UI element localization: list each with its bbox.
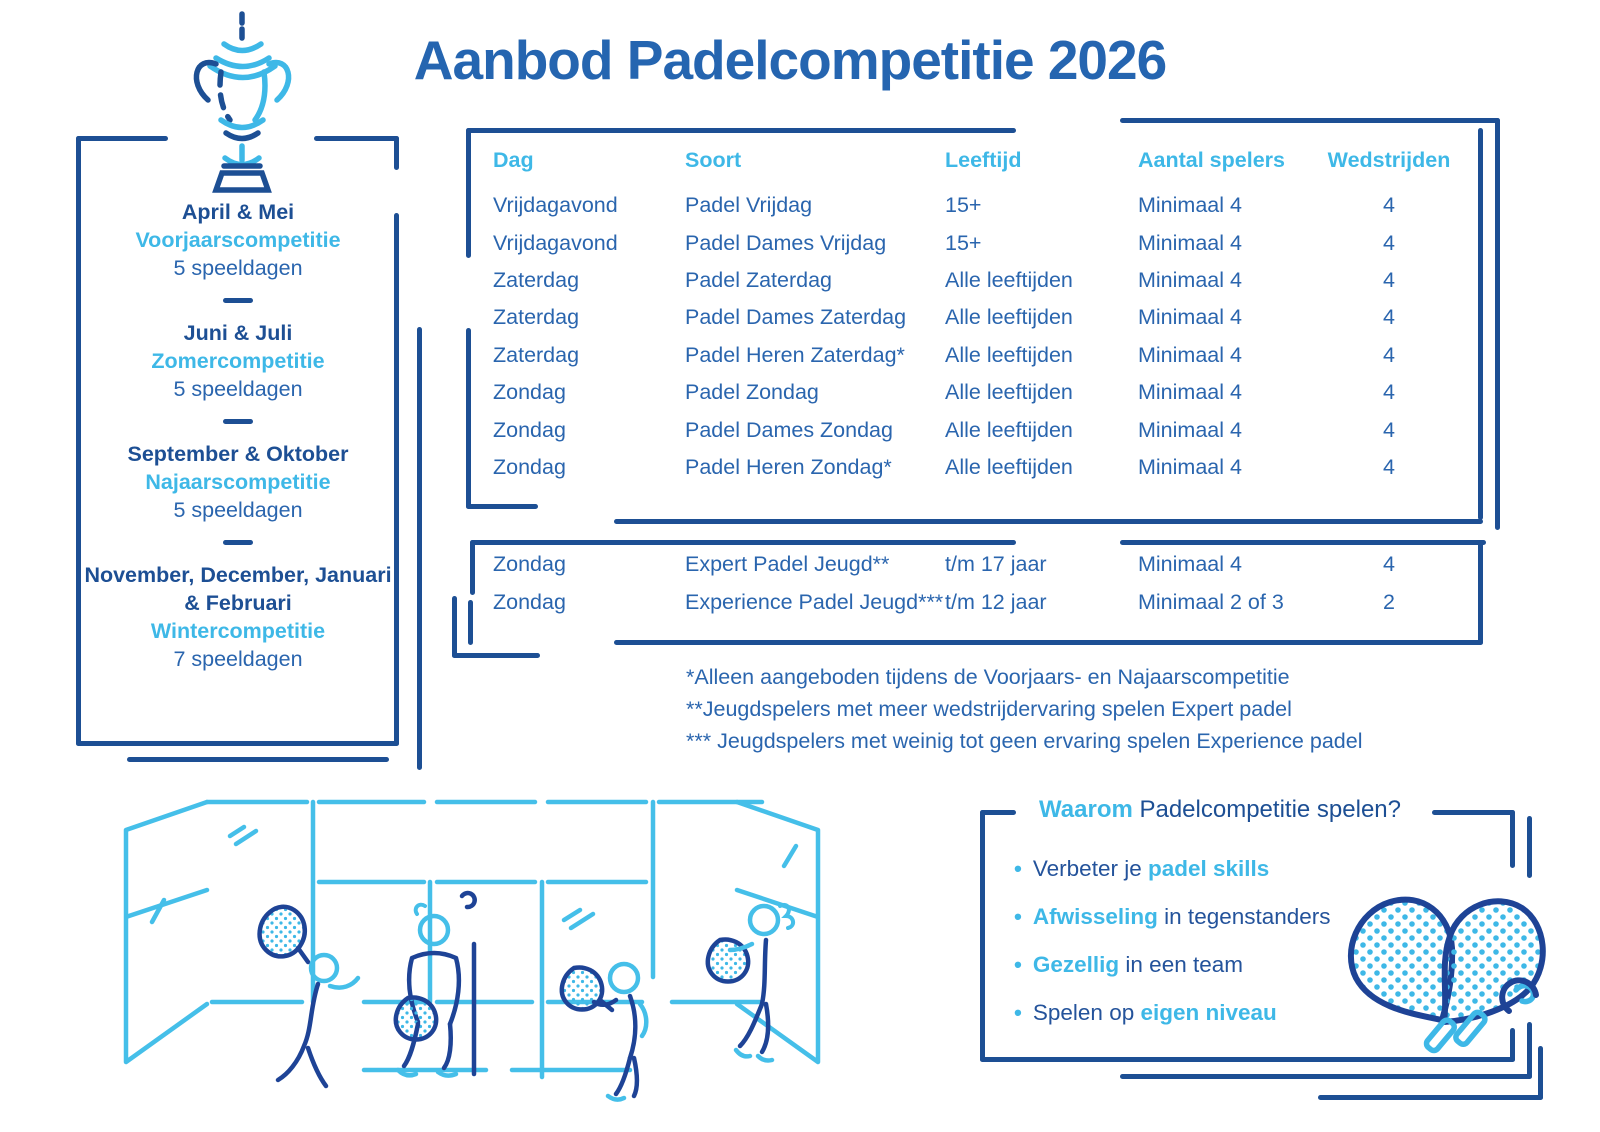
- period-name: Najaarscompetitie: [145, 470, 331, 494]
- schedule-cell: Zondag: [493, 417, 566, 442]
- schedule-cell: Alle leeftijden: [945, 380, 1073, 405]
- schedule-cell: Zondag: [493, 589, 566, 614]
- frame-segment: [314, 136, 399, 141]
- bullet-dot-icon: •: [1014, 952, 1022, 977]
- bullet-dot-icon: •: [1014, 1000, 1022, 1025]
- frame-segment: [417, 327, 422, 770]
- period-voorjaar: [80, 198, 396, 282]
- page-title: Aanbod Padelcompetitie 2026: [413, 29, 1167, 91]
- frame-segment: [980, 810, 1016, 815]
- schedule-cell: t/m 12 jaar: [945, 589, 1047, 614]
- schedule-cell: Padel Dames Vrijdag: [685, 230, 887, 255]
- why-box-title: [1020, 793, 1420, 827]
- footnote: *** Jeugdspelers met weinig tot geen ervaring spelen Experience padel: [686, 729, 1363, 753]
- schedule-cell: Minimaal 4: [1138, 454, 1242, 479]
- separator-dash: [223, 298, 253, 303]
- period-months: April & Mei: [181, 200, 295, 224]
- frame-segment: [1478, 540, 1483, 645]
- schedule-cell: Padel Dames Zondag: [685, 417, 893, 442]
- schedule-cell: Minimaal 4: [1138, 380, 1242, 405]
- frame-segment: [1318, 1095, 1543, 1100]
- schedule-cell: Padel Zaterdag: [685, 267, 833, 292]
- schedule-cell: Padel Dames Zaterdag: [685, 305, 907, 330]
- frame-segment: [452, 653, 540, 658]
- schedule-cell: Padel Heren Zaterdag*: [685, 342, 905, 367]
- period-name: Wintercompetitie: [150, 619, 326, 643]
- period-winter: [80, 561, 396, 673]
- schedule-cell: Expert Padel Jeugd**: [685, 551, 890, 576]
- schedule-cell: Zondag: [493, 551, 566, 576]
- why-bullet-list: [1014, 855, 1331, 1047]
- schedule-header-row: [493, 146, 1455, 174]
- schedule-cell: Alle leeftijden: [945, 305, 1073, 330]
- schedule-cell: Minimaal 4: [1138, 551, 1242, 576]
- period-days: 7 speeldagen: [173, 647, 303, 671]
- column-header: Soort: [685, 147, 742, 172]
- competition-periods: [80, 198, 396, 679]
- bullet-text: Verbeter je padel skills: [1032, 856, 1270, 881]
- bullet-text: Gezellig in een team: [1032, 952, 1243, 977]
- schedule-cell: 4: [1383, 417, 1395, 442]
- youth-schedule-table: [493, 545, 1455, 621]
- schedule-cell: Minimaal 4: [1138, 193, 1242, 218]
- separator-dash: [223, 540, 253, 545]
- schedule-cell: Alle leeftijden: [945, 267, 1073, 292]
- bullet-dot-icon: •: [1014, 856, 1022, 881]
- frame-segment: [466, 128, 1016, 133]
- why-bullet: [1014, 903, 1331, 931]
- frame-segment: [1120, 1074, 1532, 1079]
- schedule-cell: 4: [1383, 380, 1395, 405]
- frame-segment: [468, 600, 473, 645]
- frame-segment: [466, 504, 538, 509]
- schedule-table: [493, 187, 1455, 486]
- schedule-cell: Alle leeftijden: [945, 342, 1073, 367]
- frame-segment: [614, 519, 1483, 524]
- schedule-cell: Padel Vrijdag: [685, 193, 813, 218]
- schedule-cell: 2: [1383, 589, 1395, 614]
- schedule-cell: Minimaal 4: [1138, 305, 1242, 330]
- trophy-icon: [180, 8, 305, 198]
- column-header: Dag: [493, 147, 534, 172]
- column-header: Leeftijd: [945, 147, 1022, 172]
- footnotes: [686, 661, 1362, 757]
- period-months: November, December, Januari & Februari: [84, 563, 392, 615]
- frame-segment: [1510, 810, 1515, 868]
- column-header: Wedstrijden: [1327, 147, 1451, 172]
- frame-segment: [466, 128, 471, 258]
- schedule-cell: 4: [1383, 551, 1395, 576]
- frame-segment: [127, 757, 389, 762]
- separator-dash: [223, 419, 253, 424]
- schedule-cell: Minimaal 4: [1138, 267, 1242, 292]
- frame-segment: [1478, 128, 1483, 520]
- frame-segment: [1495, 118, 1500, 530]
- schedule-cell: Zaterdag: [493, 342, 580, 367]
- schedule-cell: 4: [1383, 193, 1395, 218]
- bullet-dot-icon: •: [1014, 904, 1022, 929]
- schedule-cell: Zondag: [493, 454, 566, 479]
- frame-segment: [614, 640, 1483, 645]
- period-najaar: [80, 440, 396, 524]
- schedule-cell: 4: [1383, 342, 1395, 367]
- schedule-cell: 15+: [945, 230, 982, 255]
- frame-segment: [1527, 816, 1532, 878]
- schedule-cell: Minimaal 4: [1138, 230, 1242, 255]
- schedule-cell: t/m 17 jaar: [945, 551, 1047, 576]
- frame-segment: [1432, 810, 1515, 815]
- schedule-cell: Zaterdag: [493, 305, 580, 330]
- bullet-text: Spelen op eigen niveau: [1032, 1000, 1277, 1025]
- period-days: 5 speeldagen: [173, 498, 303, 522]
- footnote: **Jeugdspelers met meer wedstrijdervaring spelen Expert padel: [686, 697, 1292, 721]
- schedule-cell: Minimaal 4: [1138, 342, 1242, 367]
- schedule-cell: 4: [1383, 454, 1395, 479]
- schedule-cell: Alle leeftijden: [945, 454, 1073, 479]
- schedule-cell: Experience Padel Jeugd***: [685, 589, 944, 614]
- bullet-text: Afwisseling in tegenstanders: [1032, 904, 1331, 929]
- padel-court-illustration: [112, 772, 836, 1104]
- schedule-cell: 4: [1383, 267, 1395, 292]
- frame-segment: [466, 328, 471, 509]
- frame-segment: [76, 741, 399, 746]
- schedule-cell: Vrijdagavond: [493, 230, 618, 255]
- footnote: *Alleen aangeboden tijdens de Voorjaars- en Najaarscompetitie: [686, 665, 1290, 689]
- frame-segment: [470, 540, 475, 595]
- why-bullet: [1014, 951, 1331, 979]
- schedule-cell: 4: [1383, 230, 1395, 255]
- frame-segment: [452, 596, 457, 658]
- schedule-cell: Alle leeftijden: [945, 417, 1073, 442]
- schedule-cell: Padel Heren Zondag*: [685, 454, 892, 479]
- schedule-cell: Padel Zondag: [685, 380, 819, 405]
- period-name: Zomercompetitie: [151, 349, 325, 373]
- period-days: 5 speeldagen: [173, 256, 303, 280]
- why-bullet: [1014, 855, 1331, 883]
- schedule-cell: Minimaal 2 of 3: [1138, 589, 1284, 614]
- frame-segment: [394, 136, 399, 170]
- schedule-cell: 4: [1383, 305, 1395, 330]
- schedule-cell: Vrijdagavond: [493, 193, 618, 218]
- why-bullet: [1014, 999, 1331, 1027]
- padel-rackets-icon: [1338, 878, 1550, 1074]
- period-months: Juni & Juli: [183, 321, 293, 345]
- period-zomer: [80, 319, 396, 403]
- schedule-cell: Minimaal 4: [1138, 417, 1242, 442]
- schedule-cell: Zaterdag: [493, 267, 580, 292]
- why-title-highlight: Waarom: [1039, 796, 1133, 823]
- frame-segment: [76, 136, 168, 141]
- frame-segment: [1120, 118, 1500, 123]
- period-name: Voorjaarscompetitie: [135, 228, 341, 252]
- column-header: Aantal spelers: [1138, 147, 1285, 172]
- frame-segment: [980, 810, 985, 1062]
- period-months: September & Oktober: [127, 442, 349, 466]
- why-title-rest: Padelcompetitie spelen?: [1132, 796, 1401, 823]
- period-days: 5 speeldagen: [173, 377, 303, 401]
- schedule-cell: 15+: [945, 193, 982, 218]
- schedule-cell: Zondag: [493, 380, 566, 405]
